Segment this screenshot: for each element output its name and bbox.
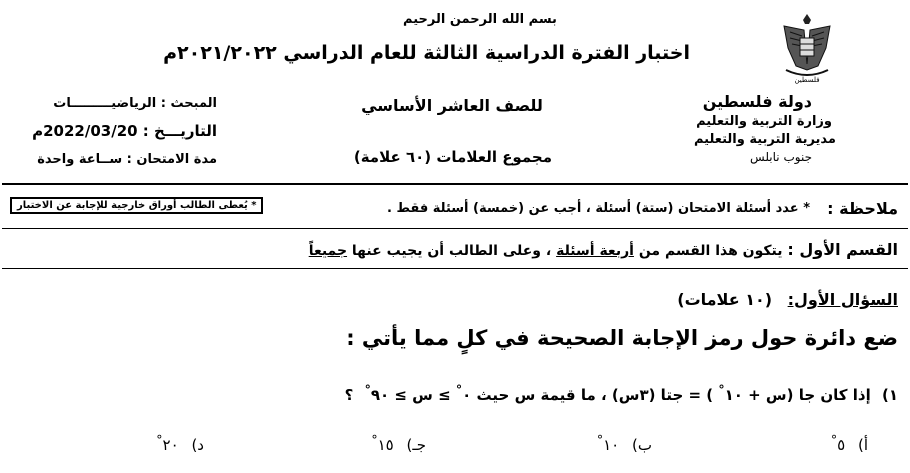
- option-degree: °: [156, 432, 163, 447]
- district-name: جنوب نابلس: [750, 150, 812, 164]
- option-letter: جـ): [406, 436, 426, 454]
- option-b: [597, 432, 652, 454]
- option-letter: ب): [632, 436, 652, 454]
- option-d: [156, 432, 204, 454]
- state-name: دولة فلسطين: [702, 92, 812, 111]
- section-count: أربعة أسئلة: [556, 243, 634, 259]
- option-degree: °: [596, 432, 604, 447]
- item1-text-d: ؟: [344, 386, 354, 404]
- option-value: ١٠: [603, 436, 620, 454]
- option-degree: °: [371, 432, 378, 447]
- option-letter: أ): [857, 436, 868, 454]
- question1-instruction: ضع دائرة حول رمز الإجابة الصحيحة في كلٍ مما يأتي :: [346, 326, 898, 350]
- exam-title: اختبار الفترة الدراسية الثالثة للعام الدراسي ٢٠٢١/٢٠٢٢م: [163, 42, 690, 64]
- item1-text-c: ≥ س ≥ ٩٠: [370, 386, 451, 404]
- question1-heading: [677, 290, 898, 309]
- section-all: جميعاً: [308, 243, 348, 259]
- item1-number: ١): [881, 386, 898, 404]
- note-text: * عدد أسئلة الامتحان (ستة) أسئلة ، أجب عن (خمسة) أسئلة فقط .: [387, 201, 810, 216]
- option-value: ٥: [837, 436, 846, 454]
- external-sheets-note: * يُعطى الطالب أوراق خارجية للإجابة عن الاختبار: [10, 197, 263, 214]
- total-marks: مجموع العلامات (٦٠ علامة): [353, 148, 552, 166]
- header-divider: [2, 183, 908, 185]
- basmala: بسم الله الرحمن الرحيم: [403, 12, 557, 27]
- section-label: القسم الأول :: [787, 240, 898, 259]
- option-c: [371, 432, 426, 454]
- exam-duration: مدة الامتحان : ســاعة واحدة: [37, 152, 217, 167]
- question1-item1: [345, 382, 898, 404]
- item1-degree-1: °: [718, 382, 725, 397]
- eagle-emblem-icon: [776, 8, 838, 86]
- item1-degree-3: °: [364, 382, 371, 397]
- palestine-emblem: [776, 8, 838, 86]
- section-text-before: يتكون هذا القسم من: [638, 243, 783, 259]
- option-letter: د): [191, 436, 204, 454]
- section-text-middle: ، وعلى الطالب أن يجيب عنها: [351, 243, 552, 259]
- item1-text-a: إذا كان جا (س + ١٠: [724, 386, 871, 404]
- subject: المبحث : الرياضيـــــــــات: [53, 96, 217, 111]
- grade: للصف العاشر الأساسي: [361, 96, 543, 115]
- note-label: ملاحظة :: [827, 199, 898, 218]
- exam-date: التاريـــخ : 2022/03/20م: [32, 122, 217, 140]
- section-line: [309, 240, 898, 259]
- option-a: [831, 432, 868, 454]
- question1-marks: (١٠ علامات): [677, 290, 773, 309]
- emblem-caption: فلسطين: [794, 76, 820, 84]
- question1-label: السؤال الأول:: [787, 290, 898, 309]
- item1-text-b: ) = جتا (٣س) ، ما قيمة س حيث ٠: [462, 386, 714, 404]
- section-divider: [2, 268, 908, 269]
- item1-degree-2: °: [455, 382, 463, 397]
- directorate-name: مديرية التربية والتعليم: [693, 132, 836, 147]
- option-value: ٢٠: [162, 436, 179, 454]
- ministry-name: وزارة التربية والتعليم: [696, 114, 832, 129]
- option-degree: °: [830, 432, 838, 447]
- note-divider: [2, 228, 908, 229]
- option-value: ١٥: [377, 436, 394, 454]
